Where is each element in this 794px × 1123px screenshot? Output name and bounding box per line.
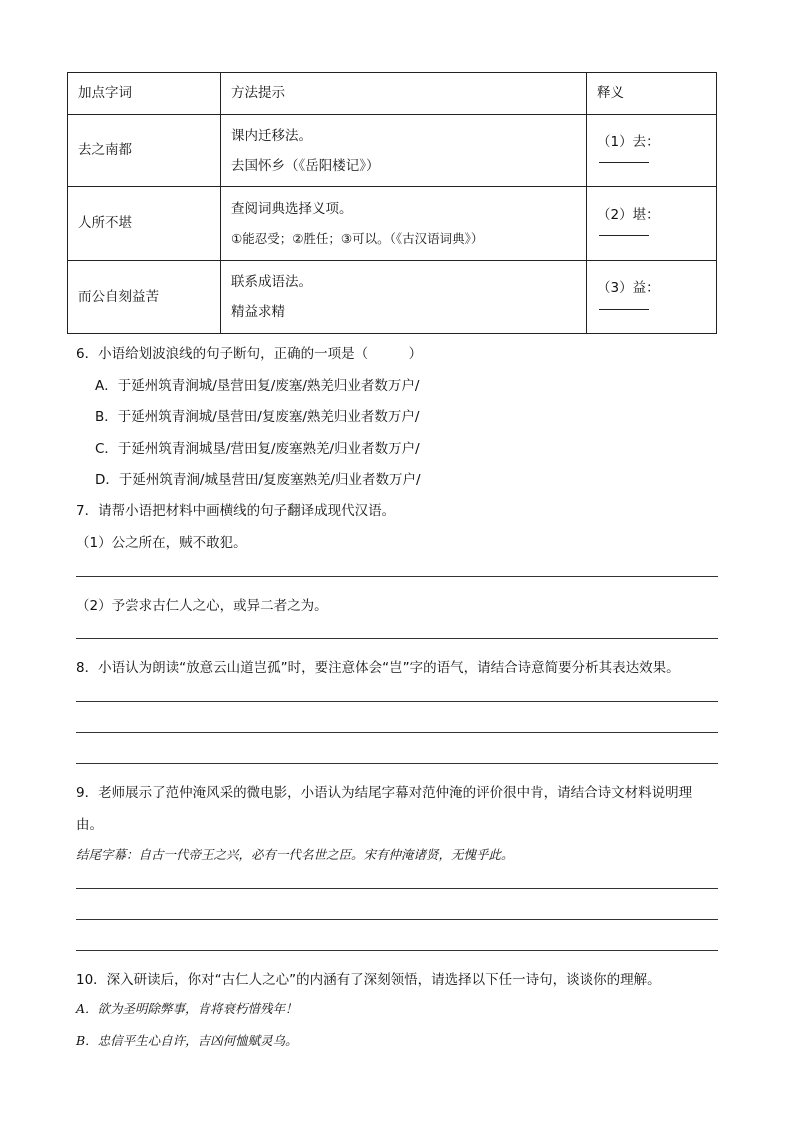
hint-example: ①能忍受；②胜任；③可以。（《古汉语词典》） (231, 230, 484, 246)
q6-option-c[interactable]: C．于延州筑青涧城垦/营田复/废塞熟羌/归业者数万户/ (95, 441, 420, 457)
row-hint (221, 261, 587, 334)
answer-blank[interactable] (599, 223, 649, 236)
answer-line[interactable] (76, 950, 718, 951)
answer-line[interactable] (76, 638, 718, 639)
q9-stem-cont: 由。 (76, 817, 103, 833)
q8-stem: 8．小语认为朗读“放意云山道岂孤”时，要注意体会“岂”字的语气，请结合诗意简要分析其表达效果。 (76, 660, 680, 676)
answer-line[interactable] (76, 701, 718, 702)
answer-blank[interactable] (599, 150, 649, 163)
q6-option-a[interactable]: A．于延州筑青涧城/垦营田复/废塞/熟羌归业者数万户/ (95, 378, 420, 394)
q7-sub1: （1）公之所在，贼不敢犯。 (76, 535, 247, 551)
answer-line[interactable] (76, 763, 718, 764)
hint-method: 课内迁移法。 (231, 127, 312, 144)
table-row (68, 187, 717, 261)
row-answer (587, 187, 717, 261)
row-word: 而公自刻益苦 (68, 261, 221, 334)
header-meaning: 释义 (587, 73, 717, 115)
row-answer (587, 115, 717, 187)
q10-option-a[interactable]: A．欲为圣明除弊事，肯将衰朽惜残年！ (76, 1001, 298, 1016)
hint-method: 查阅词典选择义项。 (231, 200, 353, 217)
hint-example: 去国怀乡（《岳阳楼记》） (231, 157, 380, 174)
answer-label: （2）堪： (597, 206, 660, 223)
vocab-table (67, 72, 717, 334)
row-hint (221, 187, 587, 261)
q6-option-d[interactable]: D．于延州筑青涧/城垦营田/复废塞熟羌/归业者数万户/ (95, 472, 421, 488)
q7-sub2: （2）予尝求古仁人之心，或异二者之为。 (76, 598, 328, 614)
answer-line[interactable] (76, 732, 718, 733)
answer-line[interactable] (76, 576, 718, 577)
q10-stem: 10．深入研读后，你对“古仁人之心”的内涵有了深刻领悟，请选择以下任一诗句，谈谈你的理解。 (76, 972, 661, 988)
q9-caption: 结尾字幕：自古一代帝王之兴，必有一代名世之臣。宋有仲淹诸贤，无愧乎此。 (76, 847, 514, 862)
q10-option-b[interactable]: B．忠信平生心自许，吉凶何恤赋灵乌。 (76, 1033, 298, 1048)
q7-stem: 7．请帮小语把材料中画横线的句子翻译成现代汉语。 (76, 503, 396, 519)
hint-example: 精益求精 (231, 304, 285, 320)
hint-method: 联系成语法。 (231, 274, 312, 290)
row-word: 去之南都 (68, 115, 221, 187)
answer-line[interactable] (76, 919, 718, 920)
header-word: 加点字词 (68, 73, 221, 115)
table-header-row (68, 73, 717, 115)
header-hint: 方法提示 (221, 73, 587, 115)
answer-line[interactable] (76, 888, 718, 889)
table-row (68, 261, 717, 334)
q6-option-b[interactable]: B．于延州筑青涧城/垦营田/复废塞/熟羌归业者数万户/ (95, 409, 420, 425)
answer-blank[interactable] (599, 297, 649, 310)
row-answer (587, 261, 717, 334)
q9-stem: 9．老师展示了范仲淹风采的微电影，小语认为结尾字幕对范仲淹的评价很中肯，请结合诗文材料说明理 (76, 785, 693, 801)
answer-label: （1）去： (597, 133, 660, 150)
q6-stem: 6．小语给划波浪线的句子断句，正确的一项是（ ） (76, 346, 423, 362)
answer-label: （3）益： (597, 280, 660, 297)
row-hint (221, 115, 587, 187)
table-row (68, 115, 717, 187)
row-word: 人所不堪 (68, 187, 221, 261)
